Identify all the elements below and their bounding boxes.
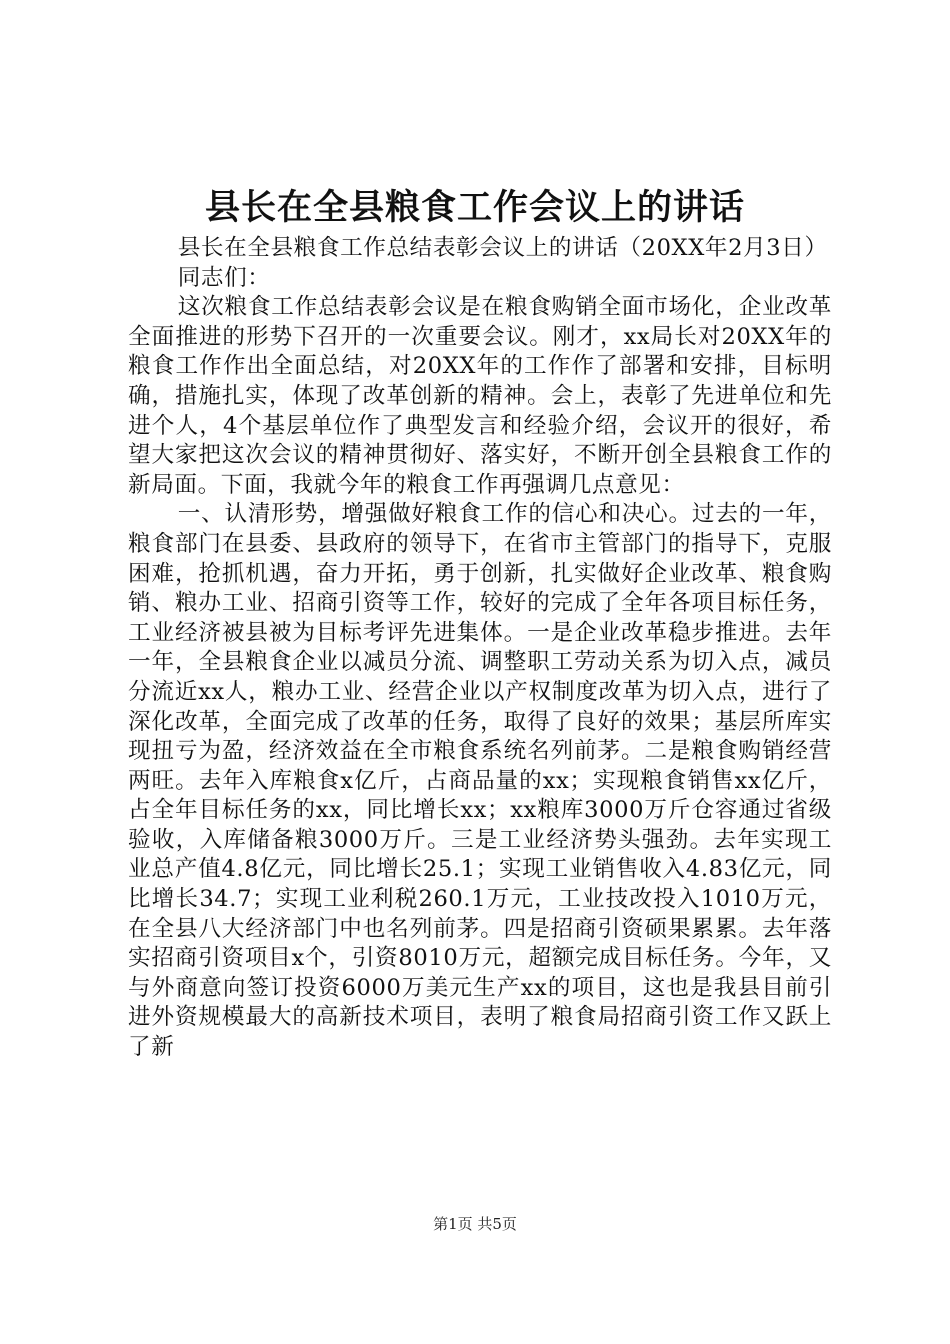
subtitle-paragraph: 县长在全县粮食工作总结表彰会议上的讲话（20XX年2月3日） (177, 235, 828, 261)
body-paragraph: 这次粮食工作总结表彰会议是在粮食购销全面市场化，企业改革全面推进的形势下召开的一次重要会议。刚才，xx局长对20XX年的粮食工作作出全面总结，对20XX年的工作作了部署和安排，目标明确，措施扎实，体现了改革创新的精神。会上，表彰了先进单位和先进个人，4个基层单位作了典型发言和经验介绍，会议开的很好，希望大家把这次会议的精神贯彻好、落实好，不断开创全县粮食工作的新局面。下面，我就今年的粮食工作再强调几点意见： (128, 294, 832, 498)
document-title: 县长在全县粮食工作会议上的讲话 (204, 187, 745, 228)
page-number-footer: 第1页 共5页 (433, 1215, 517, 1233)
salutation-paragraph: 同志们： (177, 264, 271, 291)
body-paragraph: 一、认清形势，增强做好粮食工作的信心和决心。过去的一年，粮食部门在县委、县政府的领导下，在省市主管部门的指导下，克服困难，抢抓机遇，奋力开拓，勇于创新，扎实做好企业改革、粮食购销、粮办工业、招商引资等工作，较好的完成了全年各项目标任务，工业经济被县被为目标考评先进集体。一是企业改革稳步推进。去年一年，全县粮食企业以减员分流、调整职工劳动关系为切入点，减员分流近xx人，粮办工业、经营企业以产权制度改革为切入点，进行了深化改革，全面完成了改革的任务，取得了良好的效果；基层所库实现扭亏为盈，经济效益在全市粮食系统名列前茅。二是粮食购销经营两旺。去年入库粮食x亿斤，占商品量的xx；实现粮食销售xx亿斤，占全年目标任务的xx，同比增长xx；xx粮库3000万斤仓容通过省级验收，入库储备粮3000万斤。三是工业经济势头强劲。去年实现工业总产值4.8亿元，同比增长25.1；实现工业销售收入4.83亿元，同比增长34.7；实现工业利税260.1万元，工业技改投入1010万元，在全县八大经济部门中也名列前茅。四是招商引资硕果累累。去年落实招商引资项目x个，引资8010万元，超额完成目标任务。今年，又与外商意向签订投资6000万美元生产xx的项目，这也是我县目前引进外资规模最大的高新技术项目，表明了粮食局招商引资工作又跃上了新 (128, 501, 832, 1061)
document-body (128, 234, 832, 1063)
